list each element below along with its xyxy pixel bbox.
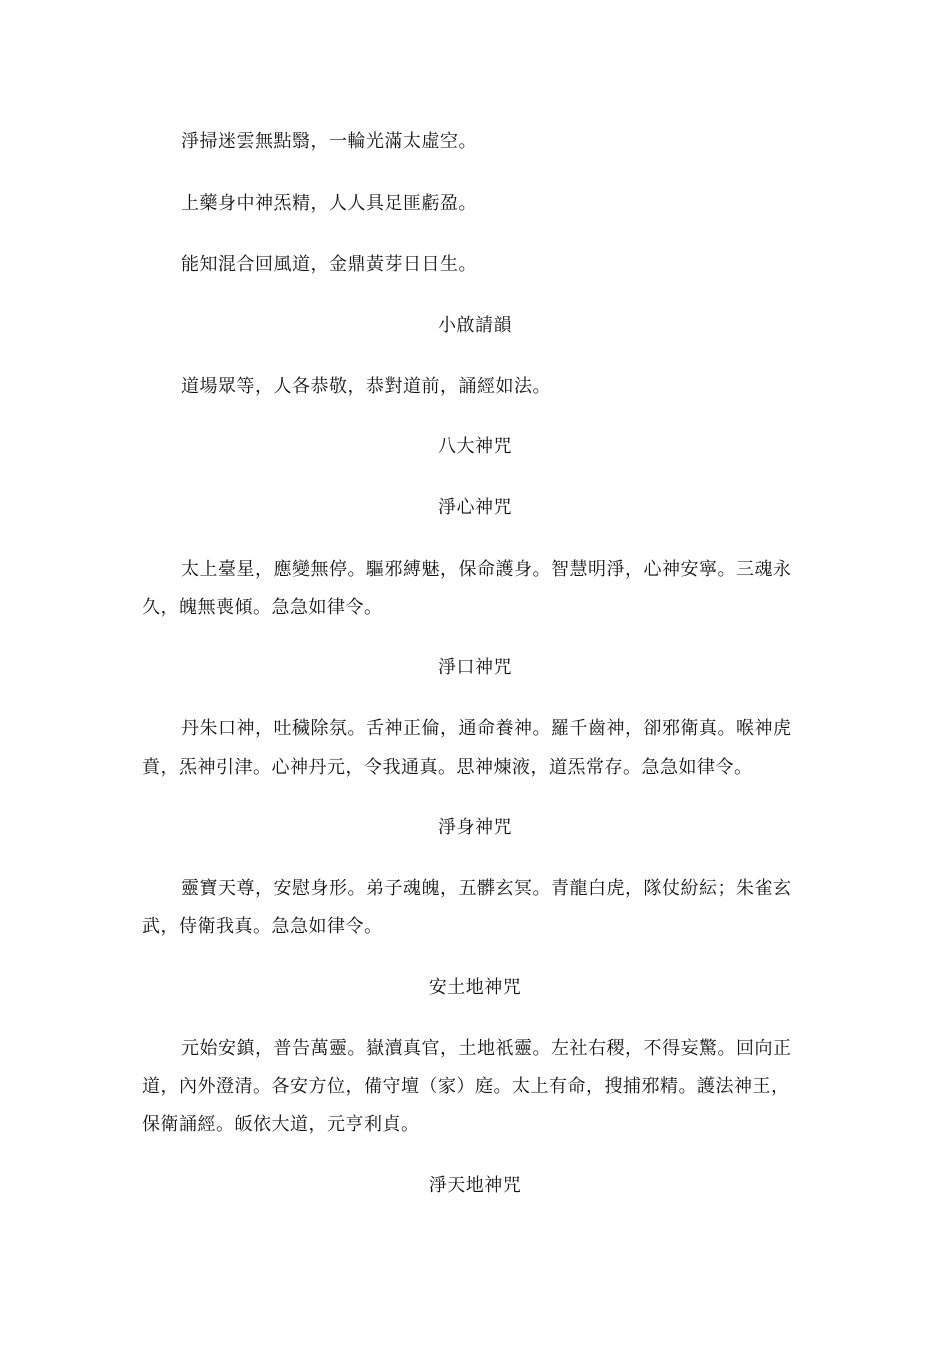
section-title-xiaoqi: 小啟請韻 <box>438 315 512 336</box>
paragraph-line: 丹朱口神，吐穢除氛。舌神正倫，通命養神。羅千齒神，卻邪衛真。喉神虎 <box>181 718 792 739</box>
paragraph-line: 道場眾等，人各恭敬，恭對道前，誦經如法。 <box>181 376 551 397</box>
paragraph-line: 賁，炁神引津。心神丹元，令我通真。思神煉液，道炁常存。急急如律令。 <box>142 757 753 778</box>
section-title-jingxin: 淨心神咒 <box>438 497 512 518</box>
section-title-antudi: 安土地神咒 <box>428 977 522 998</box>
verse-line: 能知混合回風道，金鼎黃芽日日生。 <box>181 254 477 275</box>
main-heading: 八大神咒 <box>438 436 512 457</box>
section-title-jingkou: 淨口神咒 <box>438 657 512 678</box>
section-title-jingtiandi: 淨天地神咒 <box>428 1175 522 1196</box>
paragraph-line: 久，魄無喪傾。急急如律令。 <box>142 597 383 618</box>
paragraph-line: 道，內外澄清。各安方位，備守壇（家）庭。太上有命，搜捕邪精。護法神王， <box>142 1076 790 1097</box>
paragraph-line: 保衛誦經。皈依大道，元亨利貞。 <box>142 1114 420 1135</box>
verse-line: 淨掃迷雲無點翳，一輪光滿太虛空。 <box>181 131 477 152</box>
paragraph-line: 元始安鎮，普告萬靈。嶽瀆真官，土地祇靈。左社右稷，不得妄驚。回向正 <box>181 1038 792 1059</box>
paragraph-line: 武，侍衛我真。急急如律令。 <box>142 916 383 937</box>
paragraph-line: 靈寶天尊，安慰身形。弟子魂魄，五髒玄冥。青龍白虎，隊仗紛紜；朱雀玄 <box>181 878 792 899</box>
verse-line: 上藥身中神炁精，人人具足匪虧盈。 <box>181 193 477 214</box>
paragraph-line: 太上臺星，應變無停。驅邪縛魅，保命護身。智慧明淨，心神安寧。三魂永 <box>181 559 792 580</box>
section-title-jingshen: 淨身神咒 <box>438 817 512 838</box>
